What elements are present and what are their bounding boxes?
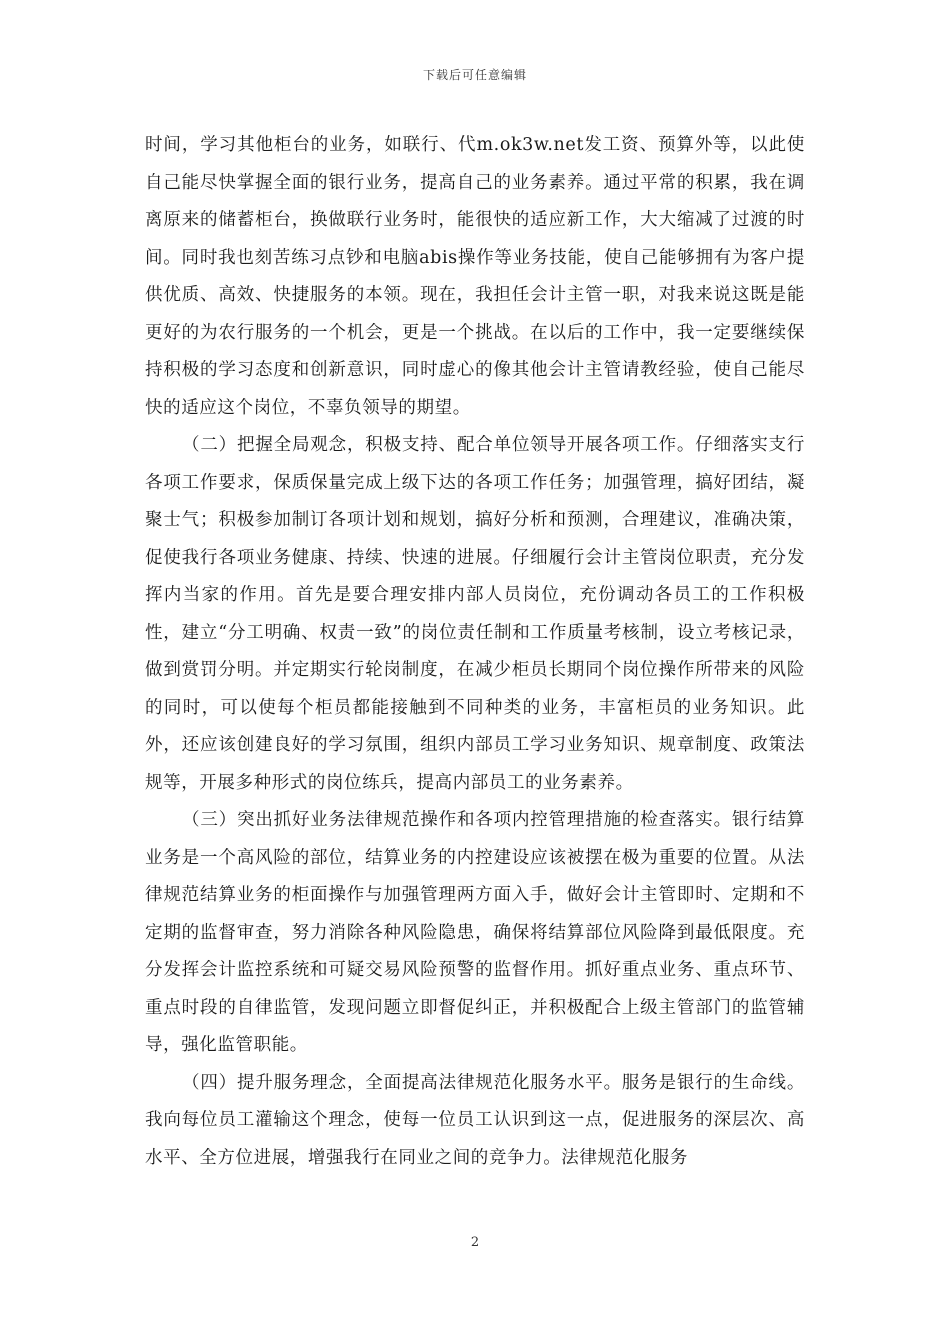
document-body [145,127,805,1177]
paragraph-section-4: （四）提升服务理念，全面提高法律规范化服务水平。服务是银行的生命线。我向每位员工灌输这个理念，使每一位员工认识到这一点，促进服务的深层次、高水平、全方位进展，增强我行在同业之间的竞争力。法律规范化服务 [145,1072,805,1168]
paragraph-section-2: （二）把握全局观念，积极支持、配合单位领导开展各项工作。仔细落实支行各项工作要求，保质保量完成上级下达的各项工作任务；加强管理，搞好团结，凝聚士气；积极参加制订各项计划和规划，搞好分析和预测，合理建议，准确决策，促使我行各项业务健康、持续、快速的进展。仔细履行会计主管岗位职责，充分发挥内当家的作用。首先是要合理安排内部人员岗位，充份调动各员工的工作积极性，建立“分工明确、权责一致”的岗位责任制和工作质量考核制，设立考核记录，做到赏罚分明。并定期实行轮岗制度，在减少柜员长期同个岗位操作所带来的风险的同时，可以使每个柜员都能接触到不同种类的业务，丰富柜员的业务知识。此外，还应该创建良好的学习氛围，组织内部员工学习业务知识、规章制度、政策法规等，开展多种形式的岗位练兵，提高内部员工的业务素养。 [145,435,805,793]
paragraph-section-3: （三）突出抓好业务法律规范操作和各项内控管理措施的检查落实。银行结算业务是一个高风险的部位，结算业务的内控建设应该被摆在极为重要的位置。从法律规范结算业务的柜面操作与加强管理两方面入手，做好会计主管即时、定期和不定期的监督审查，努力消除各种风险隐患，确保将结算部位风险降到最低限度。充分发挥会计监控系统和可疑交易风险预警的监督作用。抓好重点业务、重点环节、重点时段的自律监管，发现问题立即督促纠正，并积极配合上级主管部门的监管辅导，强化监管职能。 [145,810,805,1055]
page-number: 2 [470,1235,480,1250]
paragraph-continuation: 时间，学习其他柜台的业务，如联行、代m.ok3w.net发工资、预算外等，以此使自己能尽快掌握全面的银行业务，提高自己的业务素养。通过平常的积累，我在调离原来的储蓄柜台，换做联行业务时，能很快的适应新工作，大大缩减了过渡的时间。同时我也刻苦练习点钞和电脑abis操作等业务技能，使自己能够拥有为客户提供优质、高效、快捷服务的本领。现在，我担任会计主管一职，对我来说这既是能更好的为农行服务的一个机会，更是一个挑战。在以后的工作中，我一定要继续保持积极的学习态度和创新意识，同时虚心的像其他会计主管请教经验，使自己能尽快的适应这个岗位，不辜负领导的期望。 [145,135,805,418]
page-header: 下载后可任意编辑 [422,68,527,82]
